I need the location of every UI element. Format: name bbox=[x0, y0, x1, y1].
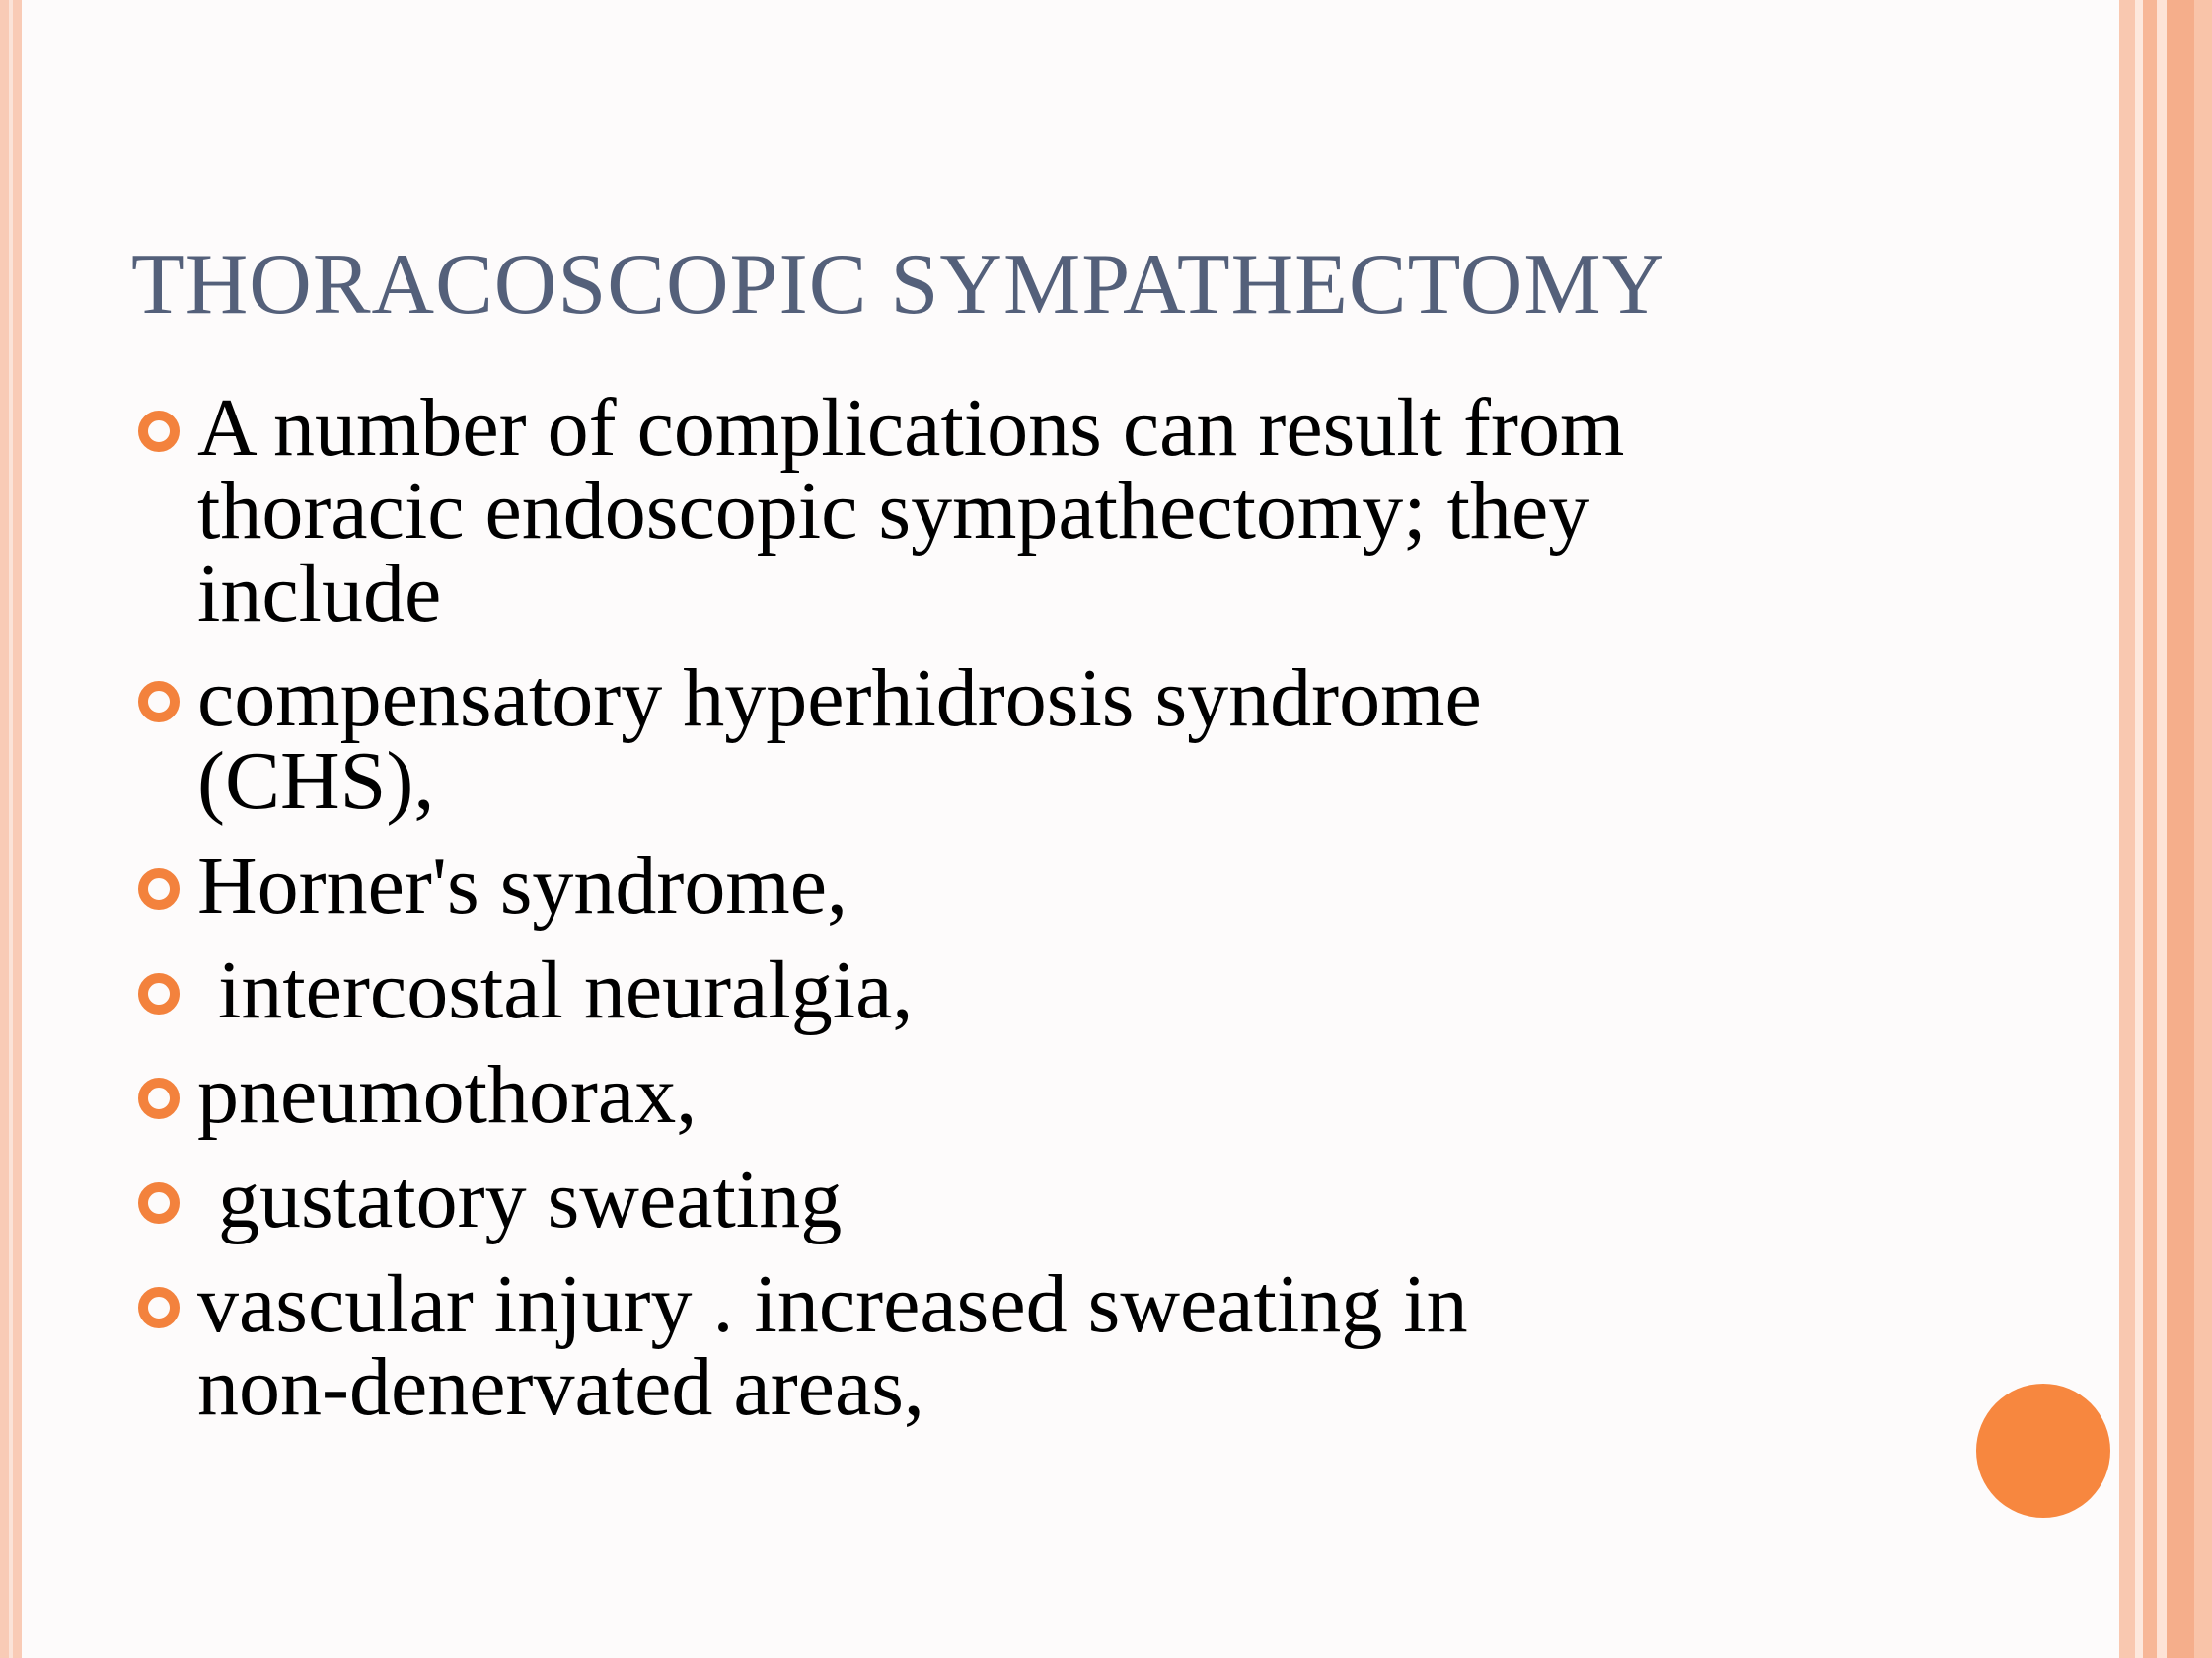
bullet-line: intercostal neuralgia, bbox=[197, 944, 914, 1036]
bullet-list bbox=[134, 382, 2048, 1451]
bullet-circle-icon bbox=[138, 1078, 180, 1119]
bullet-line: non-denervated areas, bbox=[197, 1341, 924, 1433]
right-border-stripe bbox=[2119, 0, 2135, 1658]
bullet-circle-icon bbox=[138, 681, 180, 722]
bullet-line: vascular injury . increased sweating in bbox=[197, 1258, 1468, 1350]
bullet-circle-icon bbox=[138, 1182, 180, 1224]
bullet-circle-icon bbox=[138, 411, 180, 452]
bullet-item bbox=[134, 1049, 2048, 1141]
bullet-item bbox=[134, 382, 2048, 640]
bullet-line: A number of complications can result from bbox=[197, 382, 1625, 474]
bullet-circle-icon bbox=[138, 973, 180, 1015]
bullet-line: gustatory sweating bbox=[197, 1154, 843, 1245]
bullet-line: compensatory hyperhidrosis syndrome bbox=[197, 652, 1482, 744]
right-border-stripe bbox=[2135, 0, 2143, 1658]
bullet-item bbox=[134, 840, 2048, 932]
bullet-item bbox=[134, 1258, 2048, 1433]
bullet-line: pneumothorax, bbox=[197, 1049, 698, 1141]
bullet-line: include bbox=[197, 548, 442, 640]
bullet-circle-icon bbox=[138, 1287, 180, 1328]
right-border-stripe bbox=[2157, 0, 2167, 1658]
right-border-stripe bbox=[2167, 0, 2194, 1658]
bullet-line: (CHS), bbox=[197, 735, 435, 827]
right-border-stripe bbox=[2194, 0, 2212, 1658]
left-border-inner bbox=[9, 0, 13, 1658]
bullet-line: Horner's syndrome, bbox=[197, 840, 848, 932]
bullet-item bbox=[134, 1154, 2048, 1245]
bullet-circle-icon bbox=[138, 868, 180, 910]
right-border-stripe bbox=[2143, 0, 2157, 1658]
bullet-line: thoracic endoscopic sympathectomy; they bbox=[197, 465, 1590, 557]
bullet-item bbox=[134, 944, 2048, 1036]
bullet-item bbox=[134, 652, 2048, 827]
decorative-orange-circle bbox=[1976, 1384, 2110, 1518]
slide-title: THORACOSCOPIC SYMPATHECTOMY bbox=[131, 237, 1666, 333]
